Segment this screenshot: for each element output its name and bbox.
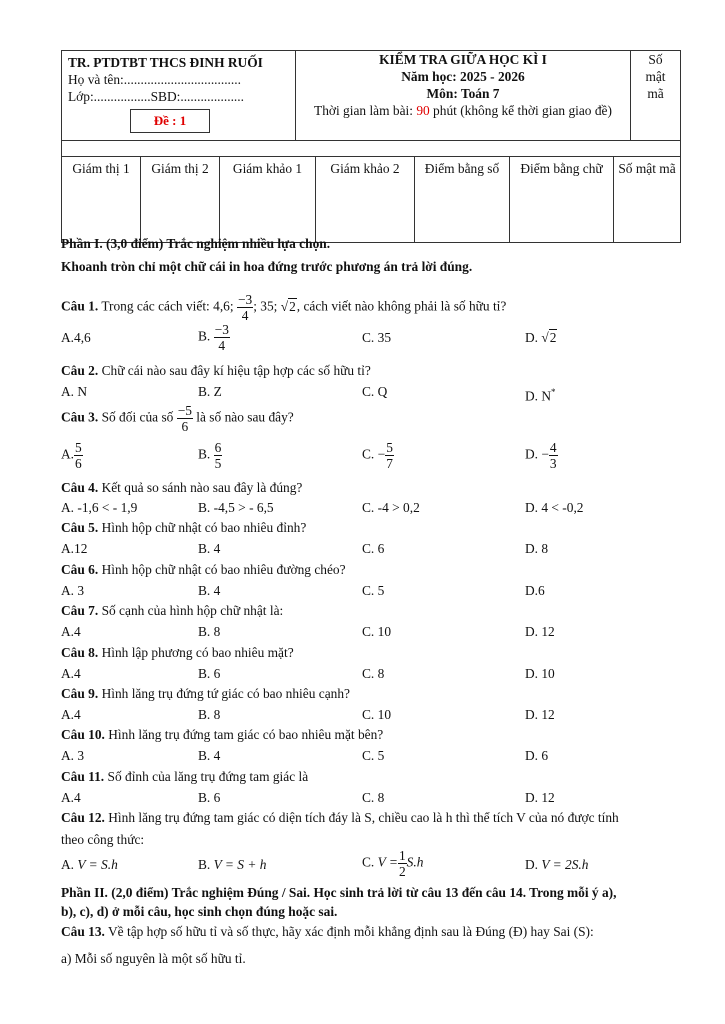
option-prefix: B. (198, 328, 214, 344)
option-prefix: A. (61, 446, 75, 462)
question-text: Hình hộp chữ nhật có bao nhiêu đỉnh? (98, 520, 307, 535)
fraction (214, 440, 223, 471)
option-prefix: B. (198, 446, 214, 462)
formula: V = (377, 854, 398, 870)
question-label: Câu 7. (61, 603, 99, 618)
part1-title: Phần I. (3,0 điểm) Trắc nghiệm nhiều lựa chọn. (61, 236, 331, 251)
fraction-denominator: 5 (214, 456, 222, 471)
question-text: Số đối của số (98, 409, 177, 425)
question-text: Hình lăng trụ đứng tam giác có bao nhiêu mặt bên? (104, 727, 384, 742)
option-c[interactable]: C. 35 (362, 330, 392, 345)
fraction-numerator: 6 (214, 440, 222, 455)
option-b[interactable] (198, 322, 230, 353)
option-b[interactable]: B. 4 (198, 541, 221, 556)
question-text: là số nào sau đây? (192, 409, 294, 425)
option-a[interactable] (61, 856, 118, 874)
fraction-denominator: 2 (398, 864, 406, 879)
option-a[interactable]: A. -1,6 < - 1,9 (61, 500, 138, 515)
option-b[interactable] (198, 856, 266, 874)
option-prefix: B. (198, 857, 214, 872)
question-text: Hình lập phương có bao nhiêu mặt? (98, 645, 294, 660)
sqrt-expression: √2 (280, 298, 296, 314)
question-3 (61, 403, 701, 434)
subject: Môn: Toán 7 (426, 86, 500, 101)
question-text: Số đỉnh của lăng trụ đứng tam giác là (104, 769, 309, 784)
question-label: Câu 8. (61, 645, 99, 660)
option-d[interactable] (525, 329, 557, 347)
question-10 (61, 726, 701, 744)
question-7 (61, 602, 701, 620)
formula: V = S + h (213, 857, 267, 872)
question-label: Câu 6. (61, 562, 99, 577)
option-a[interactable]: A. N (61, 384, 88, 399)
option-a[interactable]: A.4 (61, 624, 81, 639)
question-12-continued: theo công thức: (61, 832, 145, 847)
question-text: Kết quả so sánh nào sau đây là đúng? (98, 480, 303, 495)
grader-cell: Số mật mã (614, 157, 681, 243)
question-label: Câu 4. (61, 480, 99, 495)
option-c[interactable]: C. 5 (362, 748, 385, 763)
option-a[interactable]: A.4 (61, 666, 81, 681)
question-label: Câu 10. (61, 727, 105, 742)
exam-code-box: Đề : 1 (130, 109, 210, 133)
fraction (385, 440, 394, 471)
secret-code-label-2: mật (645, 69, 666, 84)
option-b[interactable]: B. 8 (198, 707, 221, 722)
fraction-numerator: 1 (398, 848, 406, 863)
question-label: Câu 12. (61, 810, 105, 825)
option-d[interactable]: D. 12 (525, 624, 555, 639)
fraction-denominator: 7 (386, 456, 393, 471)
fraction (237, 292, 253, 323)
fraction-numerator: 5 (386, 440, 393, 455)
option-d[interactable]: D. 4 < -0,2 (525, 500, 584, 515)
grader-cell: Giám khảo 1 (220, 157, 316, 243)
question-label: Câu 3. (61, 409, 99, 425)
grader-cell: Giám thị 1 (62, 157, 141, 243)
question-label: Câu 1. (61, 298, 99, 314)
student-name-line: Họ và tên:................................... (68, 72, 241, 87)
fraction-denominator: 4 (218, 338, 226, 353)
formula: S.h (406, 854, 424, 870)
question-text: , cách viết nào không phải là số hữu tỉ? (296, 298, 507, 314)
option-a[interactable]: A. 3 (61, 748, 85, 763)
question-6 (61, 561, 701, 579)
question-text: Hình lăng trụ đứng tam giác có diện tích đáy là S, chiều cao là h thì thể tích V của nó được tính (104, 810, 619, 825)
statement-a: a) Mỗi số nguyên là một số hữu tỉ. (61, 951, 246, 966)
time-value: 90 (416, 103, 430, 118)
question-12 (61, 809, 701, 827)
option-text: D. N (525, 388, 552, 404)
time-prefix: Thời gian làm bài: (314, 103, 417, 118)
question-1 (61, 292, 701, 323)
question-13 (61, 923, 701, 941)
school-name: TR. PTDTBT THCS ĐINH RUỐI (68, 55, 263, 70)
radicand: 2 (549, 330, 557, 345)
questions-area (61, 0, 701, 1024)
part2-title-continued: b), c), d) ở mỗi câu, học sinh chọn đúng hoặc sai. (61, 904, 338, 919)
option-d[interactable]: D. 8 (525, 541, 549, 556)
option-a[interactable]: A.4 (61, 707, 81, 722)
part1-instruction: Khoanh tròn chỉ một chữ cái in hoa đứng trước phương án trả lời đúng. (61, 259, 473, 274)
fraction-numerator: −5 (177, 403, 192, 418)
class-sbd-line: Lớp:.................SBD:................... (68, 89, 244, 104)
option-prefix: D. (525, 857, 542, 872)
option-c[interactable]: C. 8 (362, 790, 385, 805)
fraction (214, 322, 230, 353)
option-a[interactable]: A.12 (61, 541, 88, 556)
grader-cell: Điểm bằng chữ (510, 157, 614, 243)
option-a[interactable]: A.4,6 (61, 330, 91, 345)
superscript: * (551, 387, 556, 397)
fraction-numerator: 4 (549, 440, 557, 455)
time-suffix: phút (không kể thời gian giao đề) (429, 103, 612, 118)
secret-code-label-1: Số (648, 52, 663, 67)
fraction-numerator: 5 (75, 440, 82, 455)
option-b[interactable]: B. -4,5 > - 6,5 (198, 500, 274, 515)
option-c[interactable]: C. 5 (362, 583, 385, 598)
school-year: Năm học: 2025 - 2026 (401, 69, 525, 84)
part2-title: Phần II. (2,0 điểm) Trắc nghiệm Đúng / Sai. Học sinh trả lời từ câu 13 đến câu 14. Trong mỗi ý a), (61, 885, 617, 900)
formula: V = S.h (77, 857, 118, 872)
option-a[interactable] (61, 440, 83, 471)
question-text: ; 35; (253, 298, 281, 314)
grader-cell: Điểm bằng số (415, 157, 510, 243)
fraction-denominator: 3 (549, 456, 557, 471)
sqrt-expression: √2 (541, 330, 557, 345)
option-c[interactable]: C. Q (362, 384, 388, 399)
option-a[interactable]: A. 3 (61, 583, 85, 598)
option-d[interactable]: D.6 (525, 583, 545, 598)
option-d[interactable]: D. 12 (525, 790, 555, 805)
question-8 (61, 644, 701, 662)
question-text: Hình hộp chữ nhật có bao nhiêu đường chéo? (98, 562, 346, 577)
option-b[interactable] (198, 440, 222, 471)
option-c[interactable] (362, 848, 423, 879)
question-label: Câu 5. (61, 520, 99, 535)
fraction-denominator: 4 (241, 308, 249, 323)
option-prefix: D. − (525, 446, 549, 462)
option-c[interactable] (362, 440, 394, 471)
fraction-numerator: −3 (214, 322, 229, 337)
question-2 (61, 362, 701, 380)
option-b[interactable]: B. Z (198, 384, 222, 399)
option-b[interactable]: B. 6 (198, 666, 221, 681)
option-c[interactable]: C. -4 > 0,2 (362, 500, 420, 515)
option-prefix: C. − (362, 446, 386, 462)
question-text: Về tập hợp số hữu tỉ và số thực, hãy xác định mỗi khẳng định sau là Đúng (Đ) hay Sai (S): (104, 924, 594, 939)
grader-cell: Giám khảo 2 (316, 157, 415, 243)
fraction-denominator: 6 (75, 456, 82, 471)
question-9 (61, 685, 701, 703)
question-text: Trong các cách viết: 4,6; (98, 298, 237, 314)
question-label: Câu 13. (61, 924, 105, 939)
radicand: 2 (289, 298, 296, 314)
option-d[interactable]: D. 12 (525, 707, 555, 722)
option-prefix: D. (525, 330, 542, 345)
option-d[interactable]: D. 10 (525, 666, 555, 681)
question-text: Số cạnh của hình hộp chữ nhật là: (98, 603, 284, 618)
option-prefix: C. (362, 854, 378, 870)
formula: V = 2S.h (541, 857, 589, 872)
fraction-denominator: 6 (181, 419, 189, 434)
fraction (398, 848, 407, 879)
secret-code-label-3: mã (647, 86, 664, 101)
option-b[interactable]: B. 8 (198, 624, 221, 639)
option-b[interactable]: B. 4 (198, 583, 221, 598)
fraction (549, 440, 558, 471)
question-label: Câu 11. (61, 769, 105, 784)
fraction-numerator: −3 (237, 292, 253, 307)
option-b[interactable]: B. 6 (198, 790, 221, 805)
option-d[interactable] (525, 440, 558, 471)
option-d[interactable] (525, 856, 588, 874)
exam-title: KIỂM TRA GIỮA HỌC KÌ I (379, 52, 547, 67)
option-a[interactable]: A.4 (61, 790, 81, 805)
fraction (74, 440, 83, 471)
fraction (177, 403, 193, 434)
question-text: Hình lăng trụ đứng tứ giác có bao nhiêu cạnh? (98, 686, 350, 701)
question-text: Chữ cái nào sau đây kí hiệu tập hợp các số hữu tỉ? (98, 363, 371, 378)
question-label: Câu 9. (61, 686, 99, 701)
option-prefix: A. (61, 857, 78, 872)
question-4 (61, 479, 701, 497)
question-11 (61, 768, 701, 786)
option-c[interactable]: C. 10 (362, 707, 392, 722)
option-d[interactable]: D. 6 (525, 748, 549, 763)
option-c[interactable]: C. 10 (362, 624, 392, 639)
question-5 (61, 519, 701, 537)
option-c[interactable]: C. 8 (362, 666, 385, 681)
option-b[interactable]: B. 4 (198, 748, 221, 763)
grader-cell: Giám thị 2 (141, 157, 220, 243)
option-c[interactable]: C. 6 (362, 541, 385, 556)
question-label: Câu 2. (61, 363, 99, 378)
